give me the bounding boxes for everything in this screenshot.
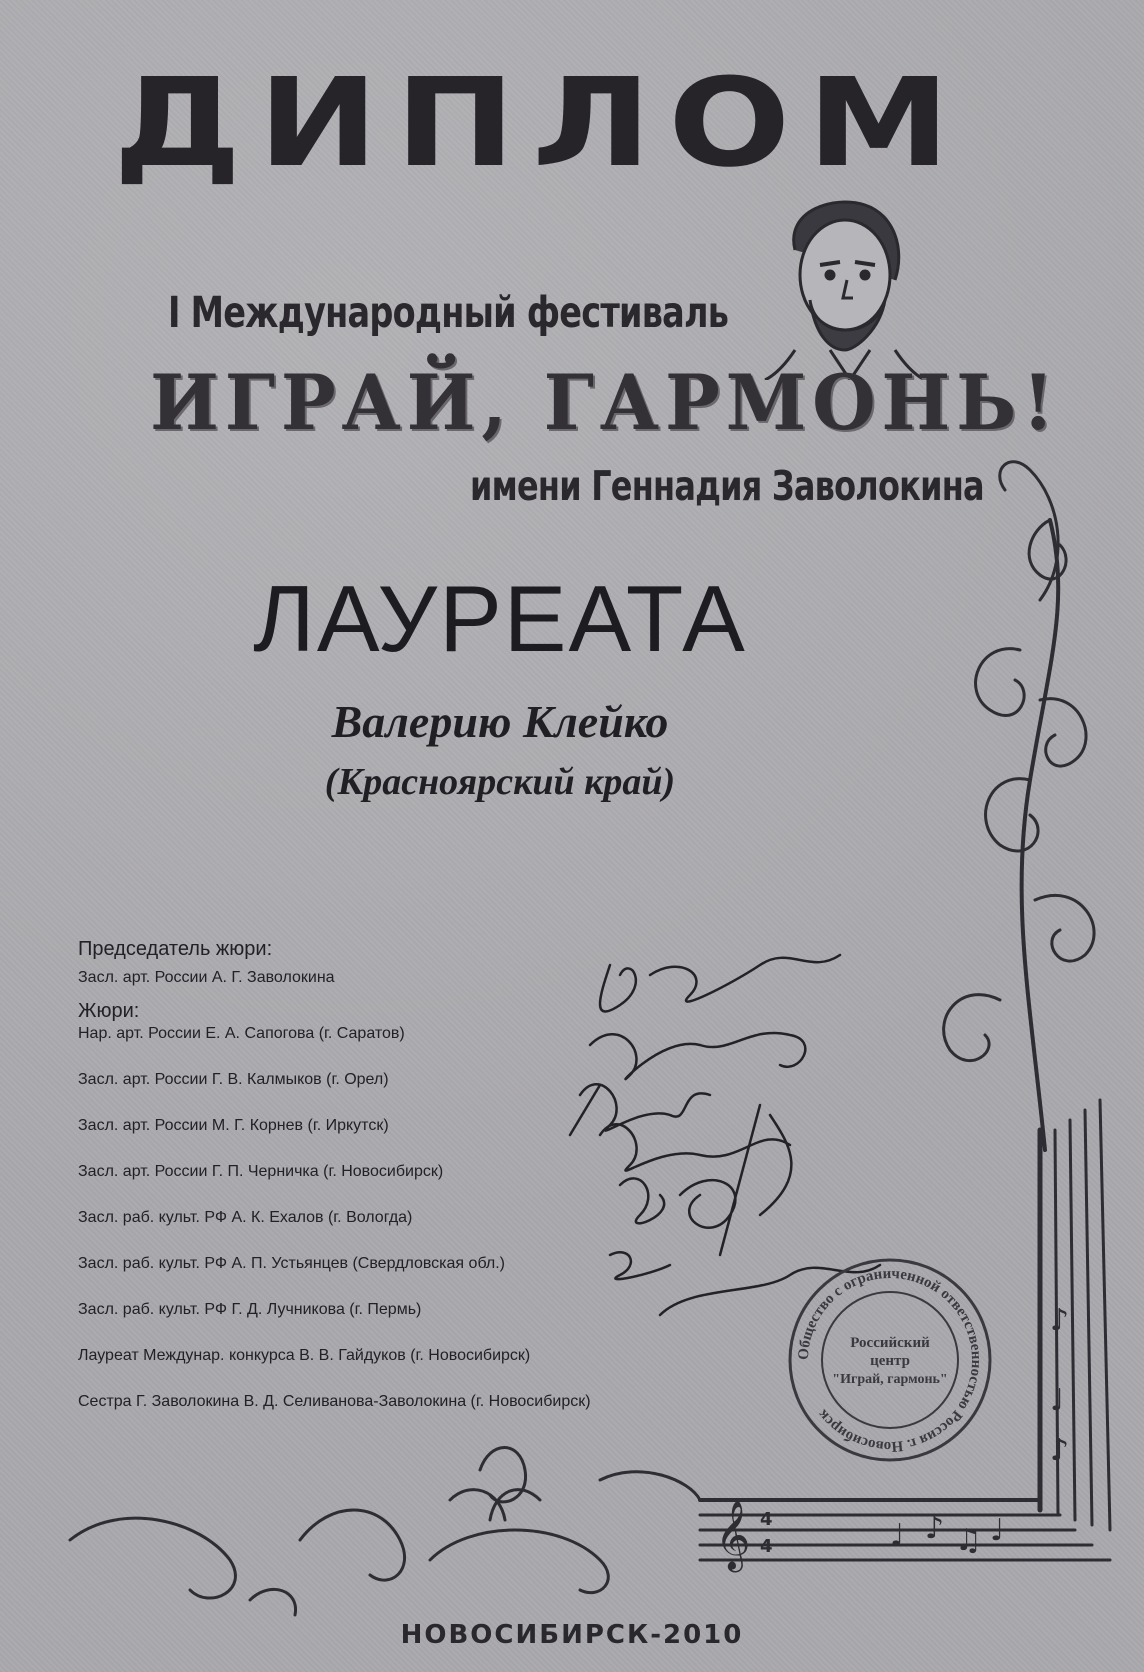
jury-chair-heading: Председатель жюри: <box>78 938 273 960</box>
jury-member: Сестра Г. Заволокина В. Д. Селиванова-Заволокина (г. Новосибирск) <box>78 1393 591 1410</box>
jury-member: Засл. раб. культ. РФ А. П. Устьянцев (Свердловская обл.) <box>78 1255 505 1272</box>
jury-member: Засл. арт. России Г. В. Калмыков (г. Орел) <box>78 1071 389 1088</box>
svg-text:♪: ♪ <box>1050 1303 1070 1338</box>
stamp-center-line3: "Играй, гармонь" <box>832 1372 948 1387</box>
jury-member: Лауреат Междунар. конкурса В. В. Гайдуков (г. Новосибирск) <box>78 1347 531 1364</box>
festival-line1: I Международный фестиваль <box>168 288 729 338</box>
svg-text:♩: ♩ <box>990 1513 1005 1548</box>
recipient-name: Валерию Клейко <box>331 696 669 747</box>
jury-chair: Засл. арт. России А. Г. Заволокина <box>78 969 335 986</box>
stamp-ring-text: Общество с ограниченной ответственностью Россия г. Новосибирск <box>795 1265 985 1455</box>
svg-text:4: 4 <box>760 1509 773 1530</box>
jury-member: Засл. арт. России Г. П. Черничка (г. Новосибирск) <box>78 1163 444 1180</box>
svg-text:𝄞: 𝄞 <box>715 1500 751 1570</box>
svg-text:♫: ♫ <box>955 1523 982 1558</box>
stamp-center-line2: центр <box>870 1353 910 1369</box>
svg-text:♪: ♪ <box>1050 1433 1070 1468</box>
diploma-title: ДИПЛОМ <box>113 52 967 194</box>
jury-member: Засл. арт. России М. Г. Корнев (г. Иркутск) <box>78 1117 389 1134</box>
jury-members-heading: Жюри: <box>78 1000 140 1022</box>
jury-member: Засл. раб. культ. РФ А. К. Ехалов (г. Вологда) <box>78 1209 413 1226</box>
official-stamp <box>785 1255 995 1465</box>
jury-member: Засл. раб. культ. РФ Г. Д. Лучникова (г. Пермь) <box>78 1301 422 1318</box>
jury-member: Нар. арт. России Е. А. Сапогова (г. Саратов) <box>78 1025 405 1042</box>
svg-text:♪: ♪ <box>925 1511 945 1546</box>
city-year: НОВОСИБИРСК-2010 <box>400 1620 744 1650</box>
svg-text:4: 4 <box>760 1536 773 1557</box>
award-rank: ЛАУРЕАТА <box>253 566 747 671</box>
stamp-center-line1: Российский <box>850 1335 930 1351</box>
recipient-region: (Красноярский край) <box>324 761 676 803</box>
festival-line3: имени Геннадия Заволокина <box>470 462 984 510</box>
svg-text:♩: ♩ <box>1050 1383 1065 1418</box>
festival-name-logo: ИГРАЙ, ГАРМОНЬ! <box>150 358 1060 447</box>
portrait-illustration <box>755 190 925 380</box>
svg-text:♩: ♩ <box>890 1518 905 1553</box>
